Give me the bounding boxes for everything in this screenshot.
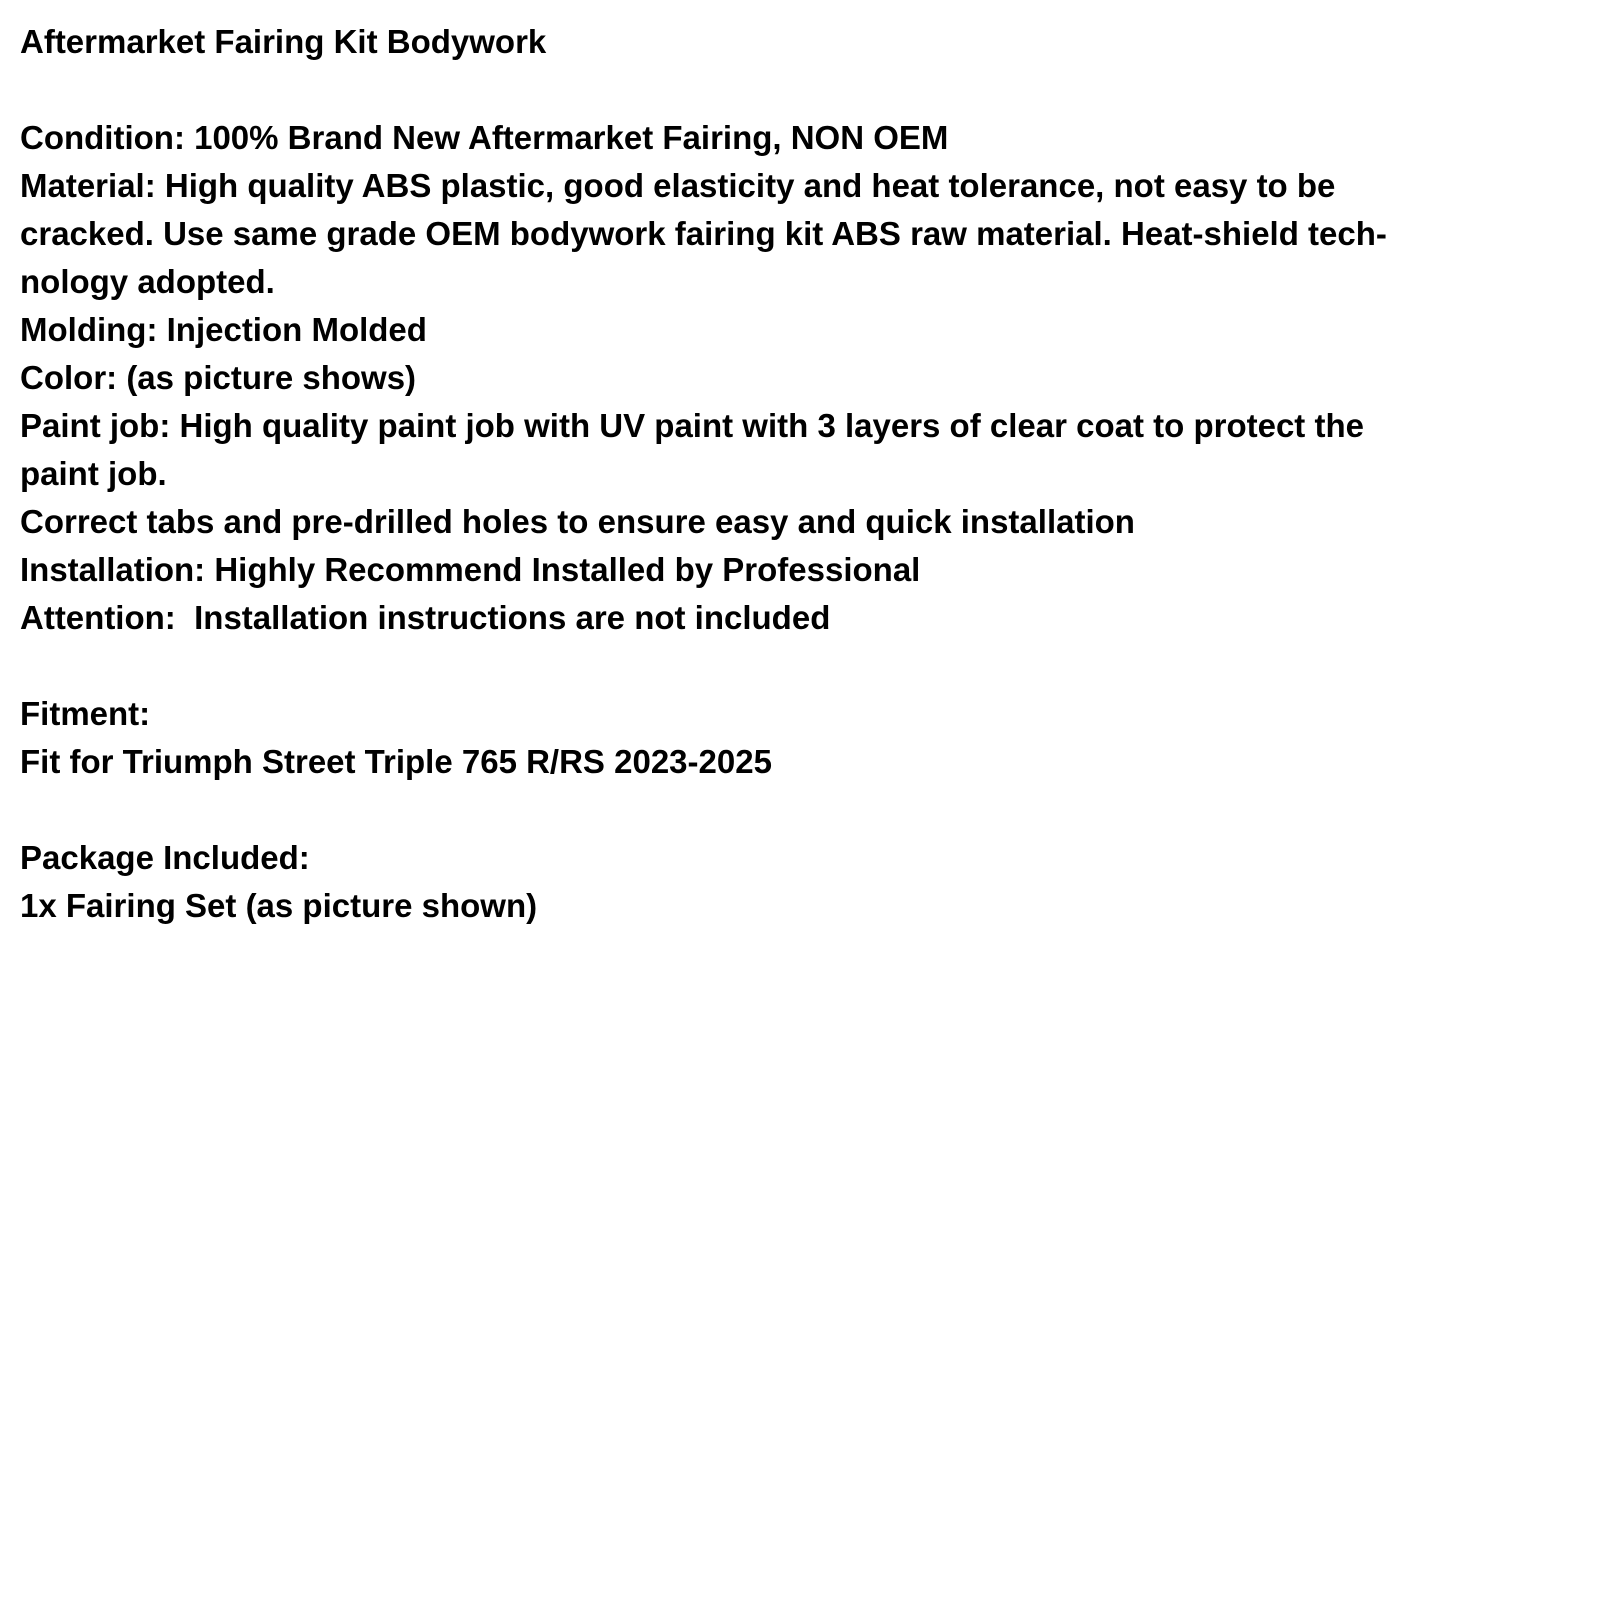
paint-job-text-line-2: paint job.: [20, 455, 167, 492]
specs-section: [20, 114, 1580, 642]
color-text: Color: (as picture shows): [20, 359, 417, 396]
tabs-text: Correct tabs and pre-drilled holes to ensure easy and quick installation: [20, 503, 1135, 540]
paint-job-text-line-1: Paint job: High quality paint job with UV paint with 3 layers of clear coat to protect the: [20, 407, 1364, 444]
material-text-line-2: cracked. Use same grade OEM bodywork fairing kit ABS raw material. Heat-shield tech-: [20, 215, 1387, 252]
package-heading: Package Included:: [20, 839, 310, 876]
package-item: 1x Fairing Set (as picture shown): [20, 887, 538, 924]
material-text-line-3: nology adopted.: [20, 263, 275, 300]
fitment-heading: Fitment:: [20, 695, 151, 732]
fitment-model: Fit for Triumph Street Triple 765 R/RS 2023-2025: [20, 743, 772, 780]
attention-text: Attention: Installation instructions are not included: [20, 599, 831, 636]
package-section: [20, 834, 1580, 930]
molding-text: Molding: Injection Molded: [20, 311, 427, 348]
page-title: Aftermarket Fairing Kit Bodywork: [20, 23, 547, 60]
product-description: [20, 18, 1580, 930]
material-text-line-1: Material: High quality ABS plastic, good elasticity and heat tolerance, not easy to be: [20, 167, 1336, 204]
fitment-section: [20, 690, 1580, 786]
installation-text: Installation: Highly Recommend Installed by Professional: [20, 551, 921, 588]
spacer: [20, 66, 1580, 114]
spacer: [20, 786, 1580, 834]
condition-text: Condition: 100% Brand New Aftermarket Fairing, NON OEM: [20, 119, 949, 156]
spacer: [20, 642, 1580, 690]
